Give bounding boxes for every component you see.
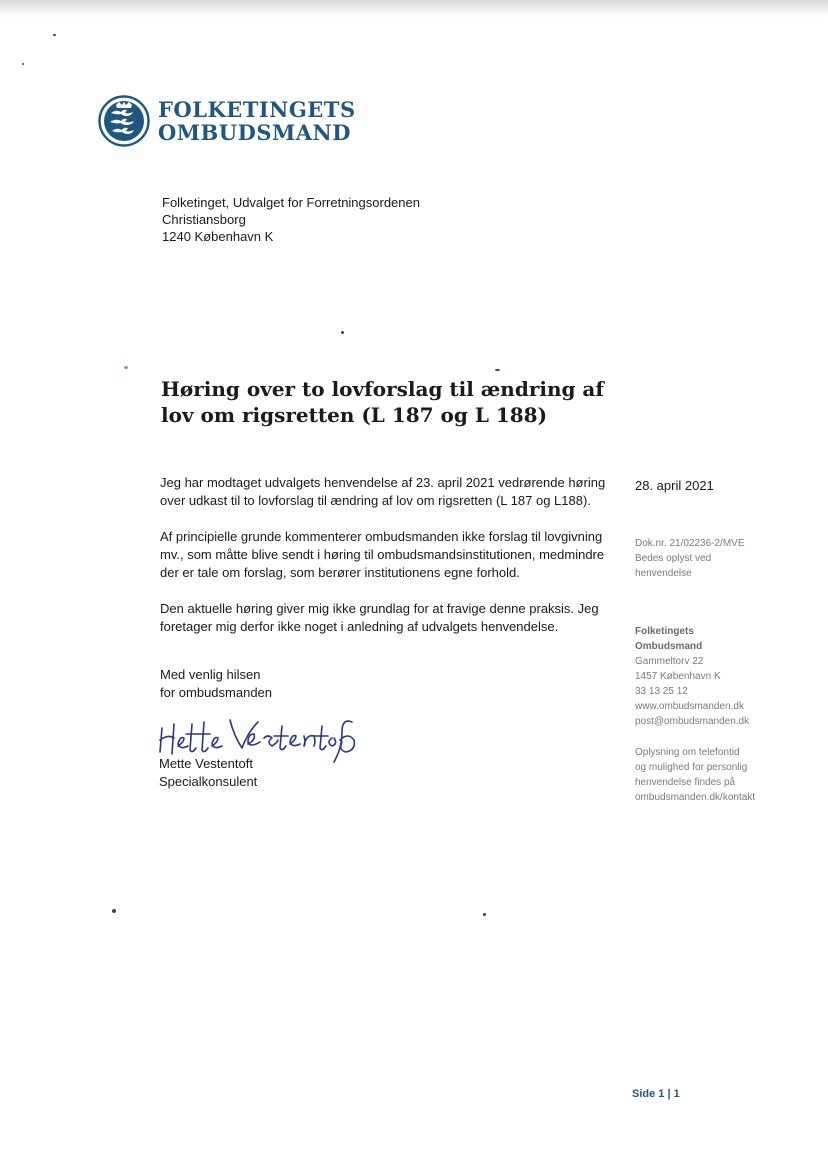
doc-number: Dok.nr. 21/02236-2/MVE: [635, 538, 745, 549]
sender-address: [635, 624, 749, 729]
scan-edge: [0, 0, 828, 18]
page-number: Side 1 | 1: [632, 1088, 680, 1100]
info-line: henvendelse findes på: [635, 777, 736, 788]
closing: [160, 666, 272, 702]
scan-speck: [124, 366, 128, 369]
closing-line: Med venlig hilsen: [160, 667, 261, 682]
sender-org: Ombudsmand: [635, 641, 703, 652]
scan-speck: [495, 369, 500, 371]
closing-line: for ombudsmanden: [160, 685, 273, 700]
recipient-line: 1240 København K: [162, 229, 274, 244]
info-line: Oplysning om telefontid: [635, 747, 740, 758]
letter-title: Høring over to lovforslag til ændring af lov om rigsretten (L 187 og L 188): [161, 377, 604, 427]
scan-speck: [53, 34, 56, 36]
institution-logo: [98, 95, 356, 147]
scan-speck: [22, 63, 24, 65]
sender-city: 1457 København K: [635, 671, 721, 682]
sender-street: Gammeltorv 22: [635, 656, 704, 667]
letter-date: 28. april 2021: [635, 478, 714, 493]
scan-speck: [483, 913, 486, 916]
recipient-address: [162, 194, 420, 245]
signer-role: Specialkonsulent: [159, 774, 258, 789]
document-reference: [635, 536, 745, 581]
coat-of-arms-icon: [98, 95, 150, 147]
info-line: ombudsmanden.dk/kontakt: [635, 792, 756, 803]
body-paragraph: Jeg har modtaget udvalgets henvendelse af 23. april 2021 vedrørende høring over udkast til to lovforslag til ændring af lov om rigsretten (L 187 og L188).: [160, 475, 606, 508]
sender-email: post@ombudsmanden.dk: [635, 716, 750, 727]
sender-org: Folketingets: [635, 626, 694, 637]
sender-phone: 33 13 25 12: [635, 686, 688, 697]
logo-line-1: FOLKETINGETS: [158, 97, 356, 122]
doc-note: Bedes oplyst ved: [635, 553, 712, 564]
scan-speck: [112, 909, 116, 913]
body-paragraph: Den aktuelle høring giver mig ikke grundlag for at fravige denne praksis. Jeg foretager mig derfor ikke noget i anledning af udvalgets henvendelse.: [160, 601, 599, 634]
recipient-line: Christiansborg: [162, 212, 246, 227]
signer-block: [159, 755, 257, 791]
signer-name: Mette Vestentoft: [159, 756, 253, 771]
scan-speck: [341, 331, 344, 334]
info-line: og mulighed for personlig: [635, 762, 748, 773]
body-paragraph: Af principielle grunde kommenterer ombudsmanden ikke forslag til lovgivning mv., som måtte blive sendt i høring til ombudsmandsinstitutionen, medmindre der er tale om forslag, som berører institutionens egne forhold.: [160, 529, 605, 580]
recipient-line: Folketinget, Udvalget for Forretningsordenen: [162, 195, 420, 210]
sender-website: www.ombudsmanden.dk: [635, 701, 744, 712]
logo-line-2: OMBUDSMAND: [158, 120, 351, 145]
doc-note: henvendelse: [635, 568, 692, 579]
letter-body: [160, 474, 620, 654]
contact-info-note: [635, 745, 755, 805]
